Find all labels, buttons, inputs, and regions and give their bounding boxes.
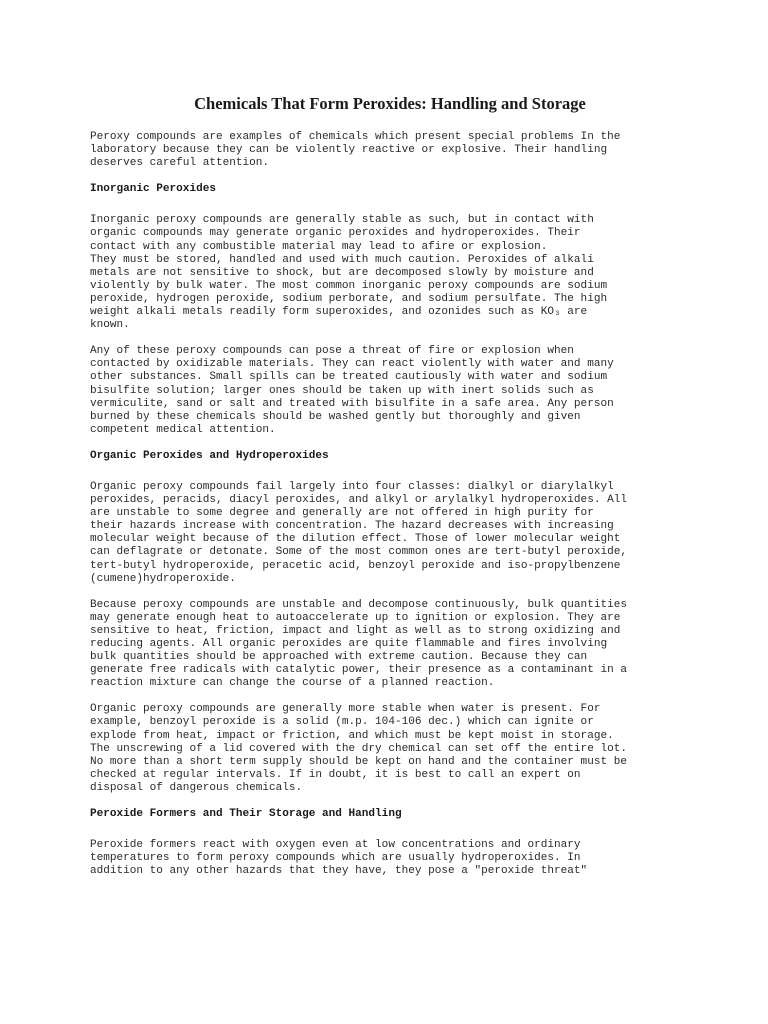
organic-paragraph-3: Organic peroxy compounds are generally more stable when water is present. For example, benzoyl peroxide is a solid (m.p. 104-106 dec.) which can ignite or explode from heat, impact or friction, and which must be kept moist in storage. The unscrewing of a lid covered with the dry chemical can set off the entire lot. No more than a short term supply should be kept on hand and the container must be checked at regular intervals. If in doubt, it is best to call an expert on disposal of dangerous chemicals. [90,703,627,794]
section-heading-inorganic-peroxides: Inorganic Peroxides [90,183,216,196]
intro-paragraph: Peroxy compounds are examples of chemicals which present special problems In the laboratory because they can be violently reactive or explosive. Their handling deserves careful attention. [90,131,621,170]
document-page [90,94,690,891]
inorganic-paragraph-2: Any of these peroxy compounds can pose a threat of fire or explosion when contacted by oxidizable materials. They can react violently with water and many other substances. Small spills can be treated cautiously with water and sodium bisulfite solution; larger ones should be taken up with inert solids such as vermiculite, sand or salt and treated with bisulfite in a safe area. Any person burned by these chemicals should be washed gently but thoroughly and given competent medical attention. [90,345,614,436]
section-heading-organic-peroxides: Organic Peroxides and Hydroperoxides [90,449,329,462]
section-heading-peroxide-formers: Peroxide Formers and Their Storage and Handling [90,808,402,821]
organic-paragraph-2: Because peroxy compounds are unstable and decompose continuously, bulk quantities may generate enough heat to autoaccelerate up to ignition or explosion. They are sensitive to heat, friction, impact and light as well as to strong oxidizing and reducing agents. All organic peroxides are quite flammable and fires involving bulk quantities should be approached with extreme caution. Because they can generate free radicals with catalytic power, their presence as a contaminant in a reaction mixture can change the course of a planned reaction. [90,598,627,690]
document-title: Chemicals That Form Peroxides: Handling and Storage [194,94,586,113]
inorganic-paragraph-1: Inorganic peroxy compounds are generally stable as such, but in contact with organic compounds may generate organic peroxides and hydroperoxides. Their contact with any combustible material may lead to afire or explosion. They must be stored, handled and used with much caution. Peroxides of alkali metals are not sensitive to shock, but are decomposed slowly by moisture and violently by bulk water. The most common inorganic peroxy compounds are sodium peroxide, hydrogen peroxide, sodium perborate, and sodium persulfate. The high weight alkali metals readily form superoxides, and ozonides such as KO₃ are known. [90,214,608,332]
organic-paragraph-1: Organic peroxy compounds fail largely into four classes: dialkyl or diarylalkyl peroxides, peracids, diacyl peroxides, and alkyl or arylalkyl hydroperoxides. All are unstable to some degree and generally are not offered in high purity for their hazards increase with concentration. The hazard decreases with increasing molecular weight because of the dilution effect. Those of lower molecular weight can deflagrate or detonate. Some of the most common ones are tert-butyl peroxide, tert-butyl hydroperoxide, peracetic acid, benzoyl peroxide and iso-propylbenzene (cumene)hydroperoxide. [90,480,627,585]
formers-paragraph-1: Peroxide formers react with oxygen even at low concentrations and ordinary temperatures to form peroxy compounds which are usually hydroperoxides. In addition to any other hazards that they have, they pose a "peroxide threat" [90,839,588,878]
